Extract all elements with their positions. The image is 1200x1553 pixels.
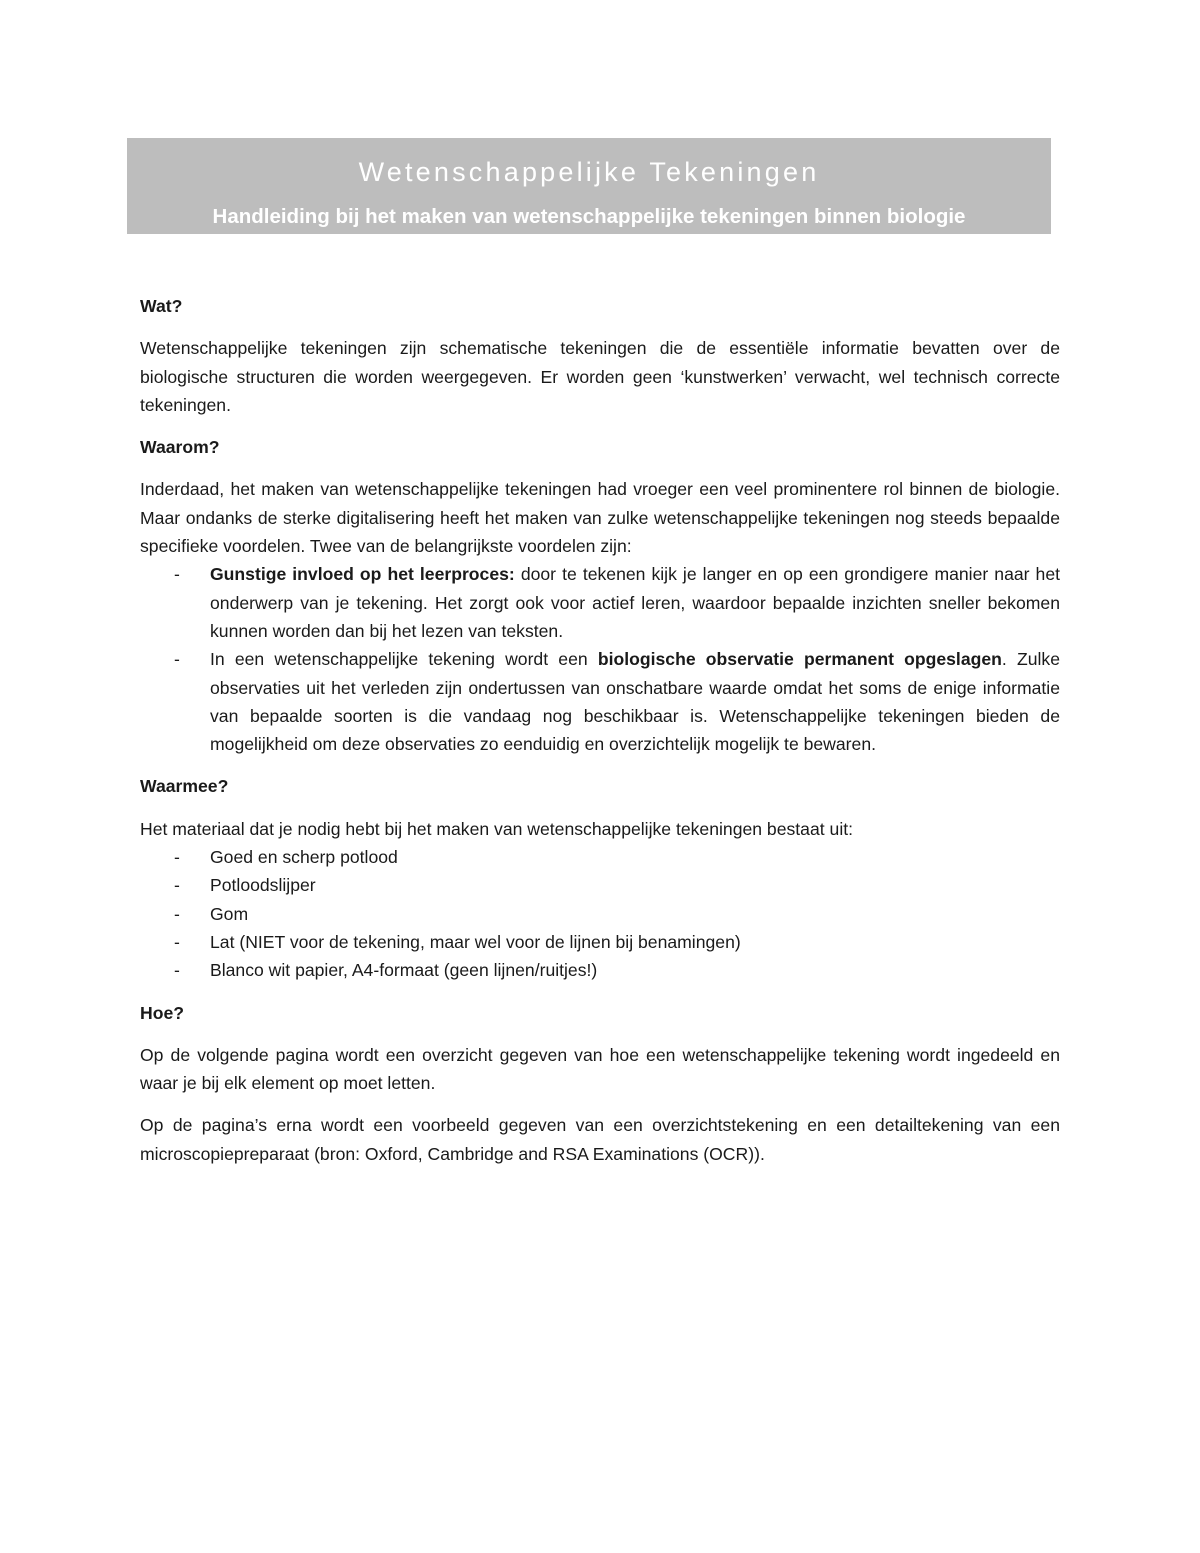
section-paragraph-waarmee: Het materiaal dat je nodig hebt bij het maken van wetenschappelijke tekeningen bestaat uit:: [140, 818, 854, 839]
list-item-text-post: . Zulke observaties uit het verleden zijn ondertussen van onschatbare waarde omdat het soms de enige informatie van bepaalde soorten is die vandaag nog beschikbaar is. Wetenschappelijke tekeningen bieden de mogelijkheid om deze observaties zo eenduidig en overzichtelijk mogelijk te bewaren.: [210, 649, 1060, 755]
list-item-text: Potloodslijper: [210, 875, 316, 896]
list-item-text: Lat (NIET voor de tekening, maar wel voor de lijnen bij benamingen): [210, 931, 741, 952]
list-item-text-bold: biologische observatie permanent opgeslagen: [597, 649, 1002, 670]
section-paragraph-hoe-2: Op de pagina’s erna wordt een voorbeeld gegeven van een overzichtstekening en een detailtekening van een microscopiepreparaat (bron: Oxford, Cambridge and RSA Examinations (OCR)).: [140, 1115, 1060, 1164]
bullet-dash: -: [174, 875, 180, 896]
section-paragraph-waarom: Inderdaad, het maken van wetenschappelijke tekeningen had vroeger een veel prominentere rol binnen de biologie. Maar ondanks de sterke digitalisering heeft het maken van zulke wetenschappelijke tekeningen nog steeds bepaalde specifieke voordelen. Twee van de belangrijkste voordelen zijn:: [140, 479, 1060, 557]
list-item: [140, 956, 1060, 984]
section-paragraph-hoe-1: Op de volgende pagina wordt een overzicht gegeven van hoe een wetenschappelijke tekening wordt ingedeeld en waar je bij elk element op moet letten.: [140, 1044, 1060, 1094]
bullet-dash: -: [174, 960, 180, 981]
bullet-dash: -: [174, 847, 180, 868]
list-item-text-pre: In een wetenschappelijke tekening wordt een: [210, 649, 598, 670]
section-heading-waarmee: Waarmee?: [140, 776, 229, 797]
list-item-text: Goed en scherp potlood: [210, 847, 398, 868]
section-heading-wat: Wat?: [140, 296, 183, 316]
bullet-dash: -: [174, 931, 180, 952]
document-subtitle: Handleiding bij het maken van wetenschappelijke tekeningen binnen biologie: [212, 205, 966, 228]
title-banner: [127, 138, 1051, 234]
section-heading-hoe: Hoe?: [140, 1002, 184, 1023]
list-item-text-post: door te tekenen kijk je langer en op een grondigere manier naar het onderwerp van je tekening. Het zorgt ook voor actief leren, waardoor bepaalde inzichten sneller bekomen kunnen worden dan bij het lezen van teksten.: [210, 564, 1060, 641]
list-item: [140, 560, 1060, 645]
list-item: [140, 928, 1060, 956]
document-body: [140, 292, 1060, 1168]
list-item-text: Blanco wit papier, A4-formaat (geen lijnen/ruitjes!): [210, 960, 598, 981]
section-heading-waarom: Waarom?: [140, 437, 220, 458]
list-item: [140, 871, 1060, 899]
list-item: [140, 900, 1060, 928]
section-paragraph-wat: Wetenschappelijke tekeningen zijn schematische tekeningen die de essentiële informatie bevatten over de biologische structuren die worden weergegeven. Er worden geen ‘kunstwerken’ verwacht, wel technisch correcte tekeningen.: [140, 338, 1060, 415]
bullet-dash: -: [174, 903, 180, 924]
bullet-dash: -: [174, 649, 180, 670]
materials-list: [140, 843, 1060, 984]
list-item-text: Gom: [210, 903, 249, 924]
advantages-list: [140, 560, 1060, 758]
list-item: [140, 843, 1060, 871]
list-item: [140, 645, 1060, 758]
bullet-dash: -: [174, 564, 180, 585]
document-title: Wetenschappelijke Tekeningen: [358, 157, 820, 187]
list-item-text-bold: Gunstige invloed op het leerproces:: [210, 564, 515, 585]
